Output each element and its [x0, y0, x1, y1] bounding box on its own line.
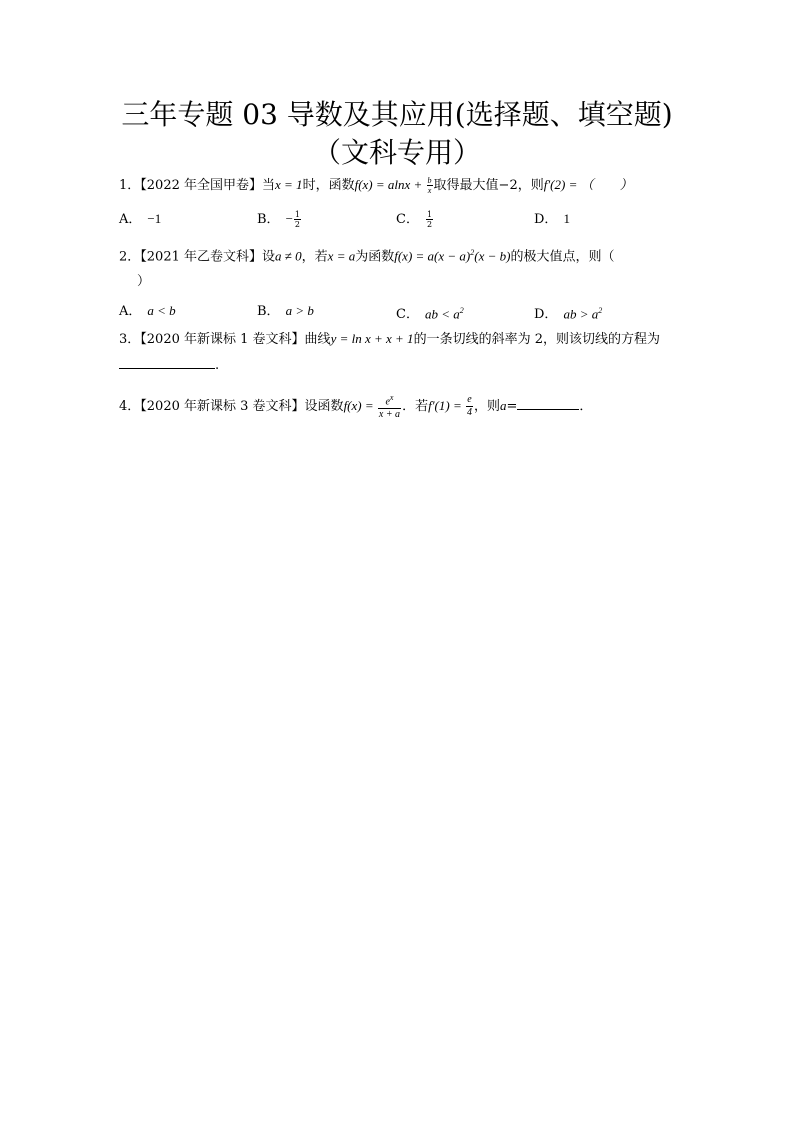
- fraction: $\frac{e}{4}$: [466, 394, 472, 419]
- question-source: 【2020 年新课标 1 卷文科】: [140, 332, 305, 347]
- fraction: $\frac{e^x}{x + a}$: [378, 393, 401, 421]
- fraction: $\frac{1}{2}$: [426, 210, 433, 229]
- fraction: $\frac{1}{2}$: [294, 210, 300, 229]
- math-expression: f(x) =: [343, 398, 377, 414]
- question-4: 4．【2020 年新课标 3 卷文科】设函数f(x) = $\frac{e^x}{x + a}$ ．若f′(1) = $\frac{e}{4}$ ，则a= ．: [119, 393, 593, 421]
- math-expression: f(x) = alnx +: [354, 177, 426, 192]
- question-2: 2．【2021 年乙卷文科】设a ≠ 0，若x = a为函数$f(x) = a(x - a)^2(x - b)$的极大值点，则（: [119, 248, 615, 265]
- fraction: $\frac{b}{x}$: [427, 176, 432, 195]
- math-expression: f′(2) = （ ）: [543, 177, 633, 192]
- question-2-continuation: ）: [137, 274, 151, 289]
- option-d: D． ab > $a^2$: [534, 306, 603, 323]
- question-3: 3．【2020 年新课标 1 卷文科】曲线y = ln x + x + 1的一条切线的斜率为 2，则该切线的方程为: [119, 331, 660, 347]
- question-source: 【2022 年全国甲卷】: [140, 178, 262, 193]
- question-1: 1．【2022 年全国甲卷】当x = 1时，函数f(x) = alnx + $\frac{b}{x}$ 取得最大值−2，则f′(2) = （ ）: [119, 176, 633, 195]
- math-expression: a ≠ 0: [275, 248, 302, 264]
- page-title: 三年专题 03 导数及其应用(选择题、填空题): [121, 98, 673, 131]
- option-c: C． $\frac{1}{2}$: [396, 210, 433, 229]
- math-expression: y = ln x + x + 1: [330, 331, 414, 346]
- math-expression: (x − b): [474, 248, 511, 264]
- option-b: B． a > b: [257, 303, 314, 319]
- question-number: 1．: [119, 178, 141, 193]
- math-expression: x = 1: [275, 177, 303, 192]
- question-3-answer-line: .: [119, 356, 679, 375]
- answer-blank[interactable]: [517, 397, 579, 410]
- answer-blank[interactable]: [119, 356, 215, 369]
- math-expression: f′(1) =: [428, 398, 465, 414]
- math-expression: f(x) = a(x − a): [394, 248, 471, 264]
- option-b: B． − $\frac{1}{2}$: [257, 210, 300, 229]
- question-source: 【2021 年乙卷文科】: [140, 249, 262, 265]
- math-expression: x = a: [327, 248, 356, 264]
- question-number: 3．: [119, 332, 141, 347]
- question-number: 2．: [119, 249, 141, 265]
- question-source: 【2020 年新课标 3 卷文科】: [140, 399, 305, 415]
- page-subtitle: （文科专用）: [312, 136, 481, 169]
- option-c: C． ab < $a^2$: [396, 306, 464, 323]
- option-d: D． 1: [534, 211, 570, 227]
- option-a: A． a < b: [119, 303, 176, 319]
- option-a: A． −1: [119, 211, 162, 227]
- question-number: 4．: [119, 399, 141, 415]
